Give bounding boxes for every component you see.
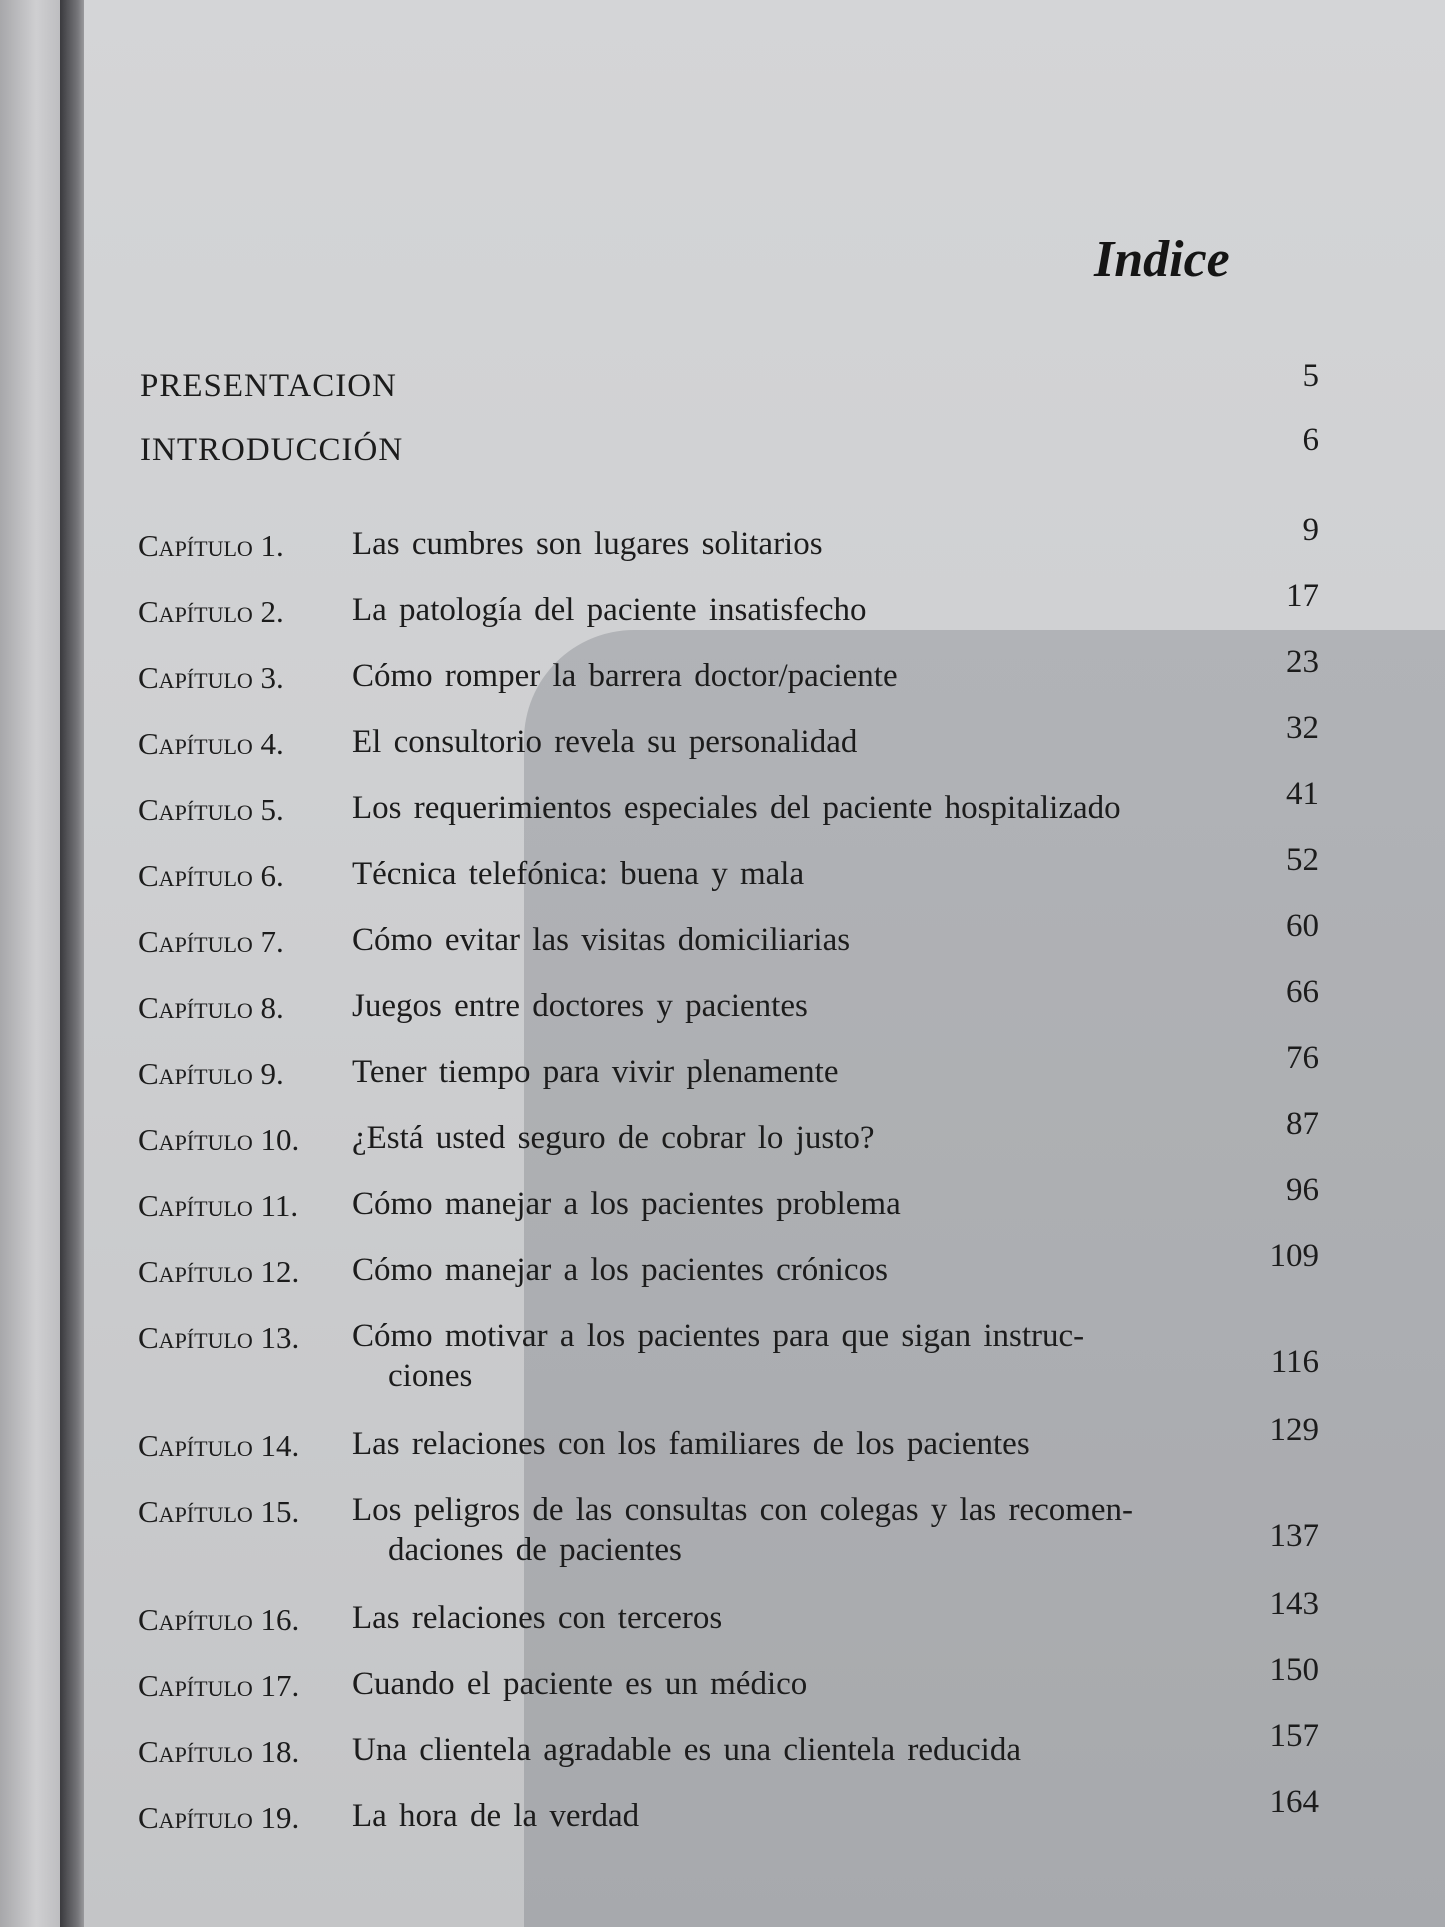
chapter-title (352, 1052, 1297, 1092)
page-number: 164 (1269, 1784, 1319, 1820)
chapter-label: Capítulo 7. (138, 924, 284, 959)
chapter-title-continuation: ciones (388, 1358, 473, 1394)
chapter-label: Capítulo 12. (138, 1254, 300, 1289)
page-number: 60 (1286, 908, 1319, 944)
page-number: 32 (1286, 710, 1319, 746)
chapter-title-text: La patología del paciente insatisfecho (352, 592, 867, 628)
page-number: 17 (1286, 578, 1319, 614)
chapter-title (352, 788, 1297, 828)
page-title: Indice (1094, 231, 1230, 288)
chapter-title (352, 854, 1297, 894)
book-page (84, 0, 1445, 1927)
chapter-label: Capítulo 4. (138, 726, 284, 761)
chapter-label: Capítulo 15. (138, 1494, 300, 1529)
chapter-title-text: Los peligros de las consultas con colegas y las recomen- (352, 1492, 1134, 1528)
page-number: 66 (1286, 974, 1319, 1010)
chapter-title-text: El consultorio revela su personalidad (352, 724, 858, 760)
chapter-title (352, 1598, 1297, 1638)
chapter-title-text: Los requerimientos especiales del paciente hospitalizado (352, 790, 1121, 826)
page-number: 137 (1269, 1518, 1319, 1554)
page-number: 143 (1269, 1586, 1319, 1622)
chapter-label: Capítulo 18. (138, 1734, 300, 1769)
chapter-title-text: Las relaciones con los familiares de los pacientes (352, 1426, 1030, 1462)
left-page-edge (0, 0, 66, 1927)
chapter-title-text: Las relaciones con terceros (352, 1600, 723, 1636)
chapter-label: Capítulo 5. (138, 792, 284, 827)
chapter-label: Capítulo 13. (138, 1320, 300, 1355)
chapter-title-text: Técnica telefónica: buena y mala (352, 856, 805, 892)
chapter-title-text: Cómo manejar a los pacientes problema (352, 1186, 901, 1222)
chapter-title (352, 656, 1297, 696)
chapter-title (352, 1316, 1297, 1396)
page-number: 9 (1302, 512, 1319, 548)
chapter-title-text: ¿Está usted seguro de cobrar lo justo? (352, 1120, 875, 1156)
chapter-title (352, 1730, 1297, 1770)
section-title: PRESENTACION (140, 368, 397, 404)
chapter-label: Capítulo 17. (138, 1668, 300, 1703)
page-number: 109 (1269, 1238, 1319, 1274)
page-number: 129 (1269, 1412, 1319, 1448)
page-number: 96 (1286, 1172, 1319, 1208)
chapter-title (352, 590, 1297, 630)
chapter-label: Capítulo 19. (138, 1800, 300, 1835)
chapter-title (352, 1424, 1297, 1464)
page-number: 116 (1270, 1344, 1319, 1380)
chapter-label: Capítulo 1. (138, 528, 284, 563)
chapter-label: Capítulo 14. (138, 1428, 300, 1463)
chapter-title (352, 1250, 1297, 1290)
page-number: 150 (1269, 1652, 1319, 1688)
chapter-label: Capítulo 9. (138, 1056, 284, 1091)
chapter-label: Capítulo 6. (138, 858, 284, 893)
page-number: 6 (1302, 422, 1319, 458)
chapter-label: Capítulo 10. (138, 1122, 300, 1157)
chapter-label: Capítulo 16. (138, 1602, 300, 1637)
chapter-title-text: Cómo manejar a los pacientes crónicos (352, 1252, 888, 1288)
chapter-title-text: Juegos entre doctores y pacientes (352, 988, 808, 1024)
page-number: 157 (1269, 1718, 1319, 1754)
chapter-label: Capítulo 2. (138, 594, 284, 629)
chapter-title-continuation: daciones de pacientes (388, 1532, 682, 1568)
page-number: 23 (1286, 644, 1319, 680)
chapter-title (352, 1796, 1297, 1836)
chapter-title-text: La hora de la verdad (352, 1798, 640, 1834)
chapter-label: Capítulo 11. (138, 1188, 299, 1223)
chapter-title (352, 1490, 1297, 1570)
chapter-title-text: Las cumbres son lugares solitarios (352, 526, 823, 562)
page-number: 5 (1302, 358, 1319, 394)
chapter-title (352, 1184, 1297, 1224)
page-number: 87 (1286, 1106, 1319, 1142)
chapter-title (352, 524, 1297, 564)
chapter-title-text: Cómo romper la barrera doctor/paciente (352, 658, 898, 694)
chapter-title-text: Cómo motivar a los pacientes para que sigan instruc- (352, 1318, 1085, 1354)
section-title: INTRODUCCIÓN (140, 432, 404, 468)
chapter-label: Capítulo 8. (138, 990, 284, 1025)
chapter-title-text: Cómo evitar las visitas domiciliarias (352, 922, 851, 958)
page-number: 76 (1286, 1040, 1319, 1076)
chapter-title-text: Tener tiempo para vivir plenamente (352, 1054, 839, 1090)
table-of-contents (84, 0, 1445, 1927)
page-number: 41 (1286, 776, 1319, 812)
chapter-title (352, 1118, 1297, 1158)
chapter-title (352, 920, 1297, 960)
page-number: 52 (1286, 842, 1319, 878)
chapter-title-text: Una clientela agradable es una clientela reducida (352, 1732, 1021, 1768)
chapter-title (352, 722, 1297, 762)
chapter-title-text: Cuando el paciente es un médico (352, 1666, 808, 1702)
chapter-label: Capítulo 3. (138, 660, 284, 695)
chapter-title (352, 986, 1297, 1026)
chapter-title (352, 1664, 1297, 1704)
